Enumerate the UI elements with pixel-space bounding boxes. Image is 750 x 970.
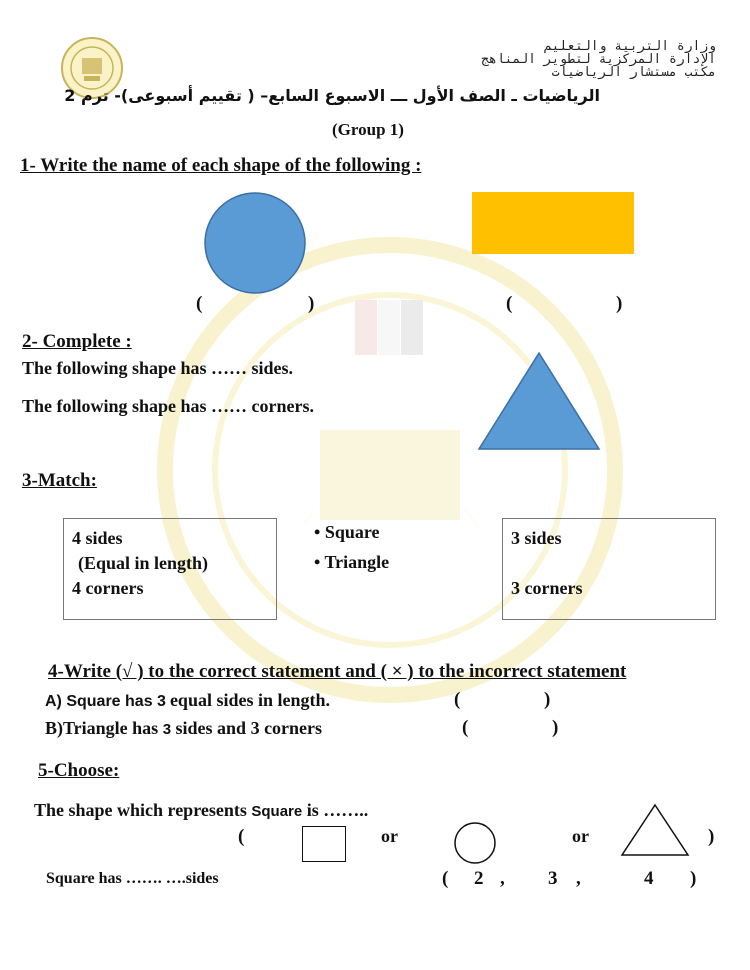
- ministry-line: وزارة التربية والتعليم: [543, 39, 716, 54]
- match-right-line: 3 corners: [511, 578, 583, 598]
- q5-title: 5-Choose:: [38, 760, 120, 781]
- q4-b-paren-close: ): [552, 717, 559, 738]
- match-option-triangle[interactable]: • Triangle: [314, 552, 390, 572]
- q3-title: 3-Match:: [22, 470, 97, 491]
- q5-option-2[interactable]: 2: [474, 868, 484, 889]
- q1-title: 1- Write the name of each shape of the following :: [20, 155, 422, 176]
- q5-comma: ,: [576, 868, 581, 889]
- q2-title: 2- Complete :: [22, 331, 132, 352]
- q4-b-answer-blank[interactable]: [476, 720, 546, 742]
- q5-paren-open: (: [238, 826, 245, 847]
- q5-or: or: [572, 826, 589, 846]
- square-shape-icon[interactable]: [302, 826, 346, 862]
- match-option-square[interactable]: • Square: [314, 522, 380, 542]
- q1-heading: [20, 155, 421, 177]
- q4-a-answer-blank[interactable]: [468, 692, 538, 714]
- ministry-line: مكتب مستشار الرياضيات: [551, 65, 716, 80]
- match-left-line: (Equal in length): [78, 553, 209, 573]
- q4-a-prefix: A) Square has 3: [45, 693, 166, 710]
- q2-line-sides: The following shape has …… sides.: [22, 358, 294, 378]
- q1-answer-blank-rectangle[interactable]: [530, 300, 610, 322]
- q4-a-paren-open: (: [454, 689, 461, 710]
- q1-answer-paren-open: (: [196, 293, 203, 314]
- q5-or: or: [381, 826, 398, 846]
- q5-prompt-c: is ……..: [306, 800, 369, 820]
- q5-prompt-b: Square: [251, 803, 303, 820]
- q5-option-4[interactable]: 4: [644, 868, 654, 889]
- q5-sides-paren-open: (: [442, 868, 449, 889]
- circle-shape-icon: [202, 190, 308, 296]
- q4-b-number: 3: [162, 721, 172, 738]
- q4-statement-b: [45, 718, 322, 739]
- match-option-label: Square: [324, 522, 380, 542]
- q5-comma: ,: [500, 868, 505, 889]
- group-label: (Group 1): [332, 120, 404, 139]
- circle-shape-icon[interactable]: [453, 821, 497, 865]
- q4-statement-a: [45, 690, 330, 711]
- q4-b-prefix: B)Triangle has: [45, 718, 159, 738]
- q4-a-rest: equal sides in length.: [169, 690, 330, 710]
- ministry-line: الإدارة المركزية لتطوير المناهج: [481, 52, 716, 67]
- triangle-shape-icon[interactable]: [620, 803, 690, 857]
- q4-b-rest: sides and 3 corners: [175, 718, 323, 738]
- q2-line-corners: The following shape has …… corners.: [22, 396, 315, 416]
- q1-answer-blank-circle[interactable]: [222, 300, 302, 322]
- q4-title: 4-Write (√ ) to the correct statement and ( × ) to the incorrect statement: [48, 661, 627, 682]
- q4-a-paren-close: ): [544, 689, 551, 710]
- q1-answer-paren-close: ): [308, 293, 315, 314]
- triangle-shape-icon: [476, 350, 602, 452]
- match-left-line: 4 corners: [72, 578, 144, 598]
- q1-answer-paren-open: (: [506, 293, 513, 314]
- q5-sides-question: Square has ……. ….sides: [46, 870, 219, 887]
- match-right-line: 3 sides: [511, 528, 562, 548]
- q5-prompt-a: The shape which represents: [34, 800, 247, 820]
- q5-option-3[interactable]: 3: [548, 868, 558, 889]
- ministry-header: [481, 40, 716, 79]
- worksheet-title: الرياضيات ـ الصف الأول ـــ الاسبوع السابع– ( تقييم أسبوعى)- ترم 2: [64, 86, 600, 105]
- match-option-label: Triangle: [324, 552, 390, 572]
- q4-b-paren-open: (: [462, 717, 469, 738]
- rectangle-shape-icon: [472, 192, 634, 254]
- q1-answer-paren-close: ): [616, 293, 623, 314]
- q5-prompt: [34, 800, 368, 821]
- q5-sides-paren-close: ): [690, 868, 697, 889]
- q5-paren-close: ): [708, 826, 715, 847]
- match-left-line: 4 sides: [72, 528, 123, 548]
